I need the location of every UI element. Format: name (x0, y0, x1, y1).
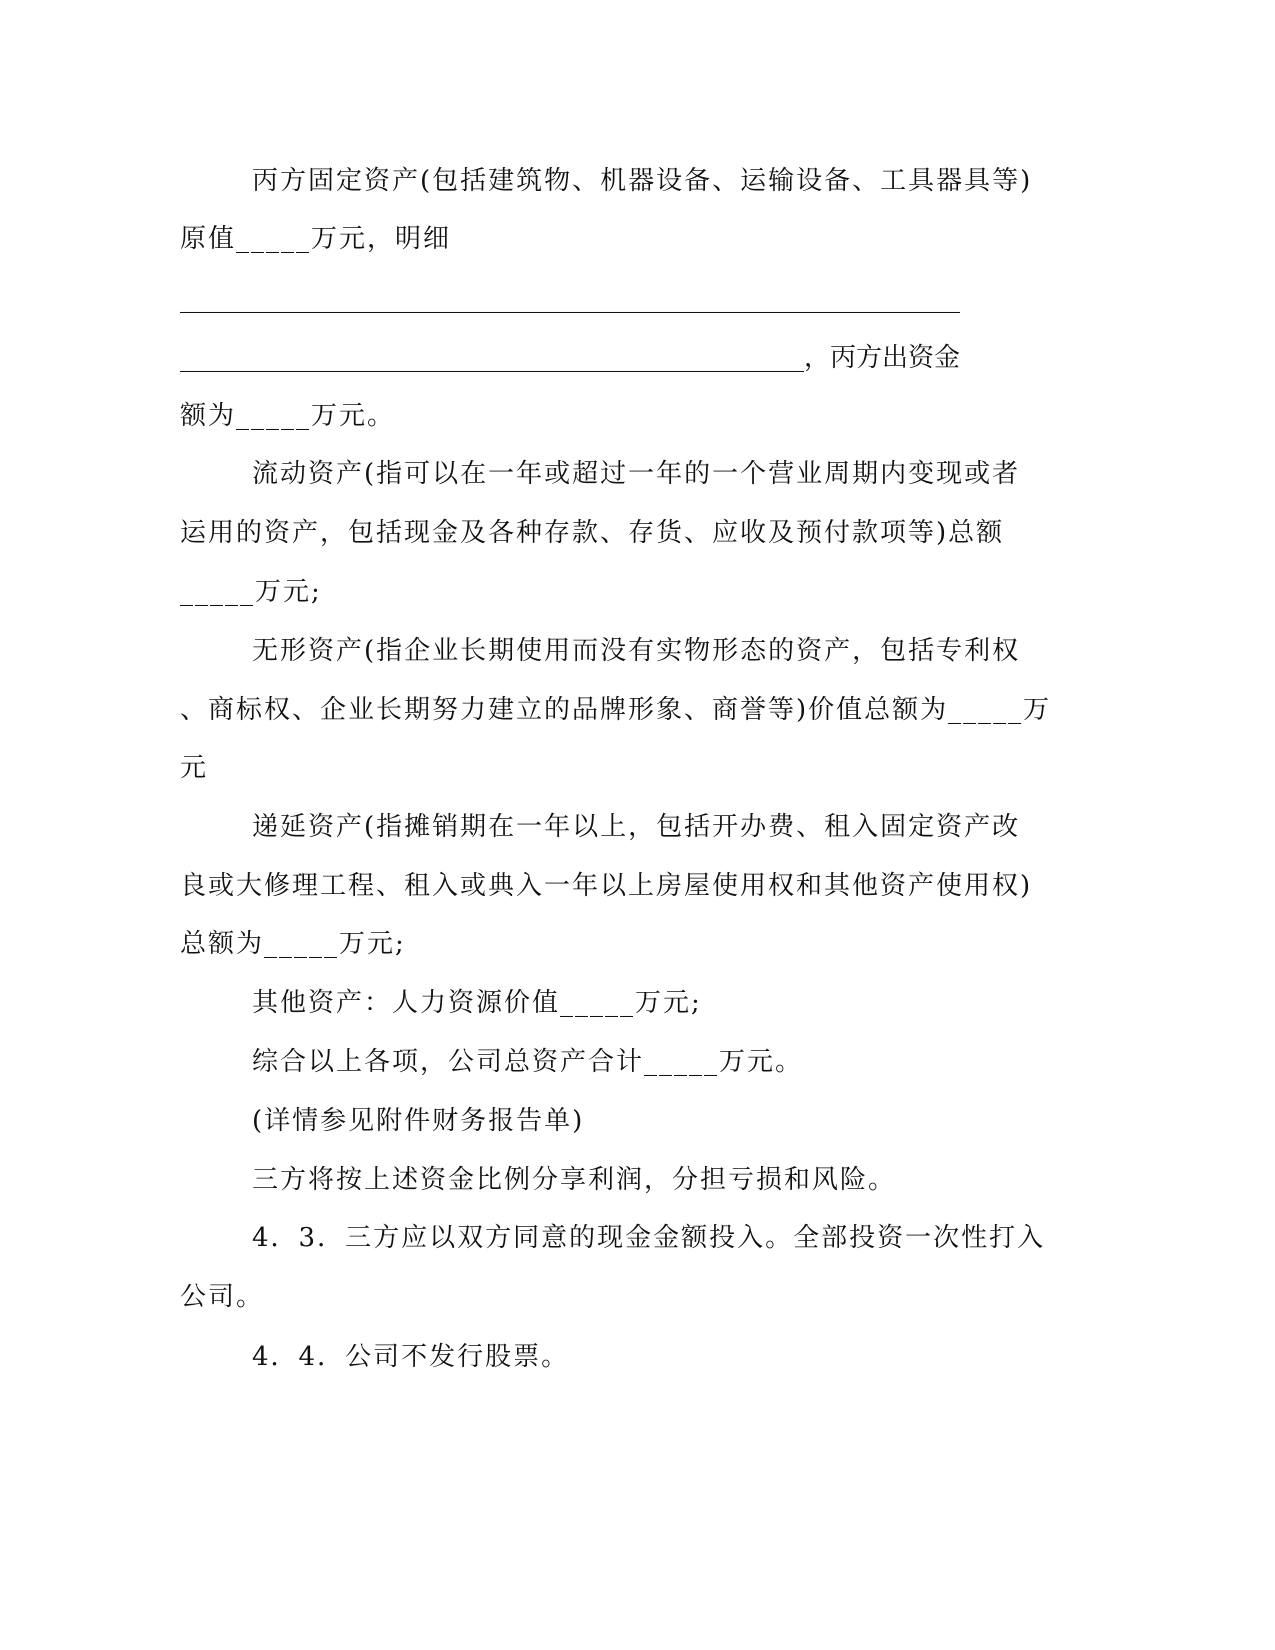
paragraph-deferred-assets-cont: 良或大修理工程、租入或典入一年以上房屋使用权和其他资产使用权) (180, 871, 1033, 901)
paragraph-current-assets-amount: _____万元; (180, 577, 322, 607)
paragraph-intangible-assets-cont: 、商标权、企业长期努力建立的品牌形象、商誉等)价值总额为_____万 (180, 695, 1052, 725)
paragraph-fixed-assets-cont: 原值_____万元，明细 (180, 224, 452, 254)
paragraph-intangible-assets-end: 元 (180, 753, 209, 783)
clause-4-4: 4．4．公司不发行股票。 (252, 1342, 570, 1372)
paragraph-current-assets: 流动资产(指可以在一年或超过一年的一个营业周期内变现或者 (252, 459, 1021, 489)
clause-4-3: 4．3．三方应以双方同意的现金金额投入。全部投资一次性打入 (252, 1223, 1046, 1253)
paragraph-current-assets-cont: 运用的资产，包括现金及各种存款、存货、应收及预付款项等)总额 (180, 518, 1005, 548)
paragraph-attachment-note: (详情参见附件财务报告单) (252, 1106, 585, 1136)
paragraph-intangible-assets: 无形资产(指企业长期使用而没有实物形态的资产，包括专利权 (252, 636, 1021, 666)
paragraph-fixed-assets: 丙方固定资产(包括建筑物、机器设备、运输设备、工具器具等) (252, 166, 1033, 196)
paragraph-other-assets: 其他资产：人力资源价值_____万元; (252, 988, 702, 1018)
clause-4-3-cont: 公司。 (180, 1282, 265, 1312)
paragraph-profit-sharing: 三方将按上述资金比例分享利润，分担亏损和风险。 (252, 1165, 897, 1195)
paragraph-contribution-amount: 额为_____万元。 (180, 401, 396, 431)
paragraph-deferred-assets: 递延资产(指摊销期在一年以上，包括开办费、租入固定资产改 (252, 812, 1021, 842)
blank-fill-line: ____________________________________________________________ (180, 284, 960, 314)
paragraph-deferred-assets-amount: 总额为_____万元; (180, 929, 406, 959)
blank-fill-line-contribution: ________________________________________________，丙方出资金 (180, 343, 961, 373)
paragraph-total-assets: 综合以上各项，公司总资产合计_____万元。 (252, 1047, 804, 1077)
